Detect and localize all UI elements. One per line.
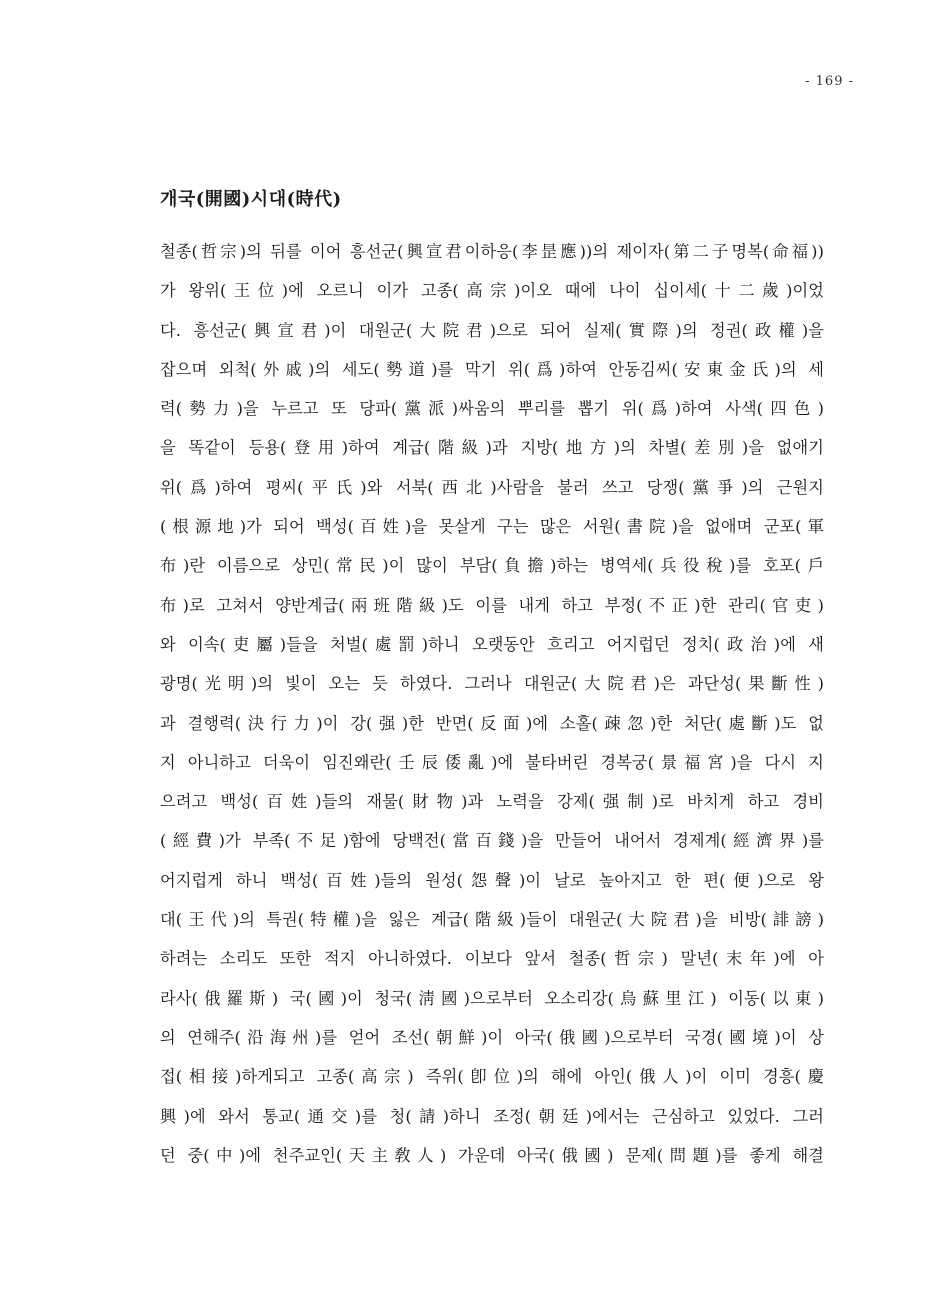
text-line: 광명(光明)의 빛이 오는 듯 하였다. 그러나 대원군(大院君)은 과단성(果斷性) xyxy=(160,674,824,694)
text-line: 布)로 고쳐서 양반계급(兩班階級)도 이를 내게 하고 부정(不正)한 관리(官吏) xyxy=(160,595,824,615)
text-line: 興)에 와서 통교(通交)를 청(請)하니 조정(朝廷)에서는 근심하고 있었다. 그러 xyxy=(160,1106,824,1126)
text-line: 와 이속(吏屬)들을 처벌(處罰)하니 오랫동안 흐리고 어지럽던 정치(政治)에 새 xyxy=(160,634,824,654)
text-line: 다. 흥선군(興宣君)이 대원군(大院君)으로 되어 실제(實際)의 정권(政權)을 xyxy=(160,320,824,340)
text-line: 잡으며 외척(外戚)의 세도(勢道)를 막기 위(爲)하여 안동김씨(安東金氏)의 세 xyxy=(160,359,824,379)
section-heading: 개국(開國)시대(時代) xyxy=(160,189,342,210)
text-line: 위(爲)하여 평씨(平氏)와 서북(西北)사람을 불러 쓰고 당쟁(黨爭)의 근원지 xyxy=(160,477,824,497)
page-number: - 169 - xyxy=(805,74,854,89)
body-text xyxy=(160,232,824,1175)
text-line: 을 똑같이 등용(登用)하여 계급(階級)과 지방(地方)의 차별(差別)을 없애기 xyxy=(160,438,824,458)
text-line: 접(相接)하게되고 고종(高宗) 즉위(卽位)의 해에 아인(俄人)이 이미 경흥(慶 xyxy=(160,1067,824,1087)
text-line: 철종(哲宗)의 뒤를 이어 흥선군(興宣君이하응(李昰應))의 제이자(第二子명복(命福)) xyxy=(160,242,824,261)
text-line: 과 결행력(決行力)이 강(强)한 반면(反面)에 소홀(疎忽)한 처단(處斷)도 없 xyxy=(160,713,824,733)
text-line: 라사(俄羅斯) 국(國)이 청국(淸國)으로부터 오소리강(烏蘇里江) 이동(以東) xyxy=(160,988,824,1008)
text-line: 지 아니하고 더욱이 임진왜란(壬辰倭亂)에 불타버린 경복궁(景福宮)을 다시 지 xyxy=(160,752,824,772)
text-line: 어지럽게 하니 백성(百姓)들의 원성(怨聲)이 날로 높아지고 한 편(便)으로 왕 xyxy=(160,870,824,890)
text-line: (經費)가 부족(不足)함에 당백전(當百錢)을 만들어 내어서 경제계(經濟界)를 xyxy=(160,831,824,851)
text-line: 대(王代)의 특권(特權)을 잃은 계급(階級)들이 대원군(大院君)을 비방(誹謗) xyxy=(160,910,824,930)
text-line: 으려고 백성(百姓)들의 재물(財物)과 노력을 강제(强制)로 바치게 하고 경비 xyxy=(160,792,824,812)
text-line: 의 연해주(沿海州)를 얻어 조선(朝鮮)이 아국(俄國)으로부터 국경(國境)이 상 xyxy=(160,1027,824,1047)
text-line: 력(勢力)을 누르고 또 당파(黨派)싸움의 뿌리를 뽑기 위(爲)하여 사색(四色) xyxy=(160,399,824,419)
text-line: 布)란 이름으로 상민(常民)이 많이 부담(負擔)하는 병역세(兵役稅)를 호포(戶 xyxy=(160,556,824,576)
text-line: 가 왕위(王位)에 오르니 이가 고종(高宗)이오 때에 나이 십이세(十二歲)이었 xyxy=(160,281,824,301)
text-line: 던 중(中)에 천주교인(天主敎人) 가운데 아국(俄國) 문제(問題)를 좋게 해결 xyxy=(160,1145,824,1165)
text-line: (根源地)가 되어 백성(百姓)을 못살게 구는 많은 서원(書院)을 없애며 군포(軍 xyxy=(160,517,824,537)
text-line: 하려는 소리도 또한 적지 아니하였다. 이보다 앞서 철종(哲宗) 말년(末年)에 아 xyxy=(160,949,824,969)
